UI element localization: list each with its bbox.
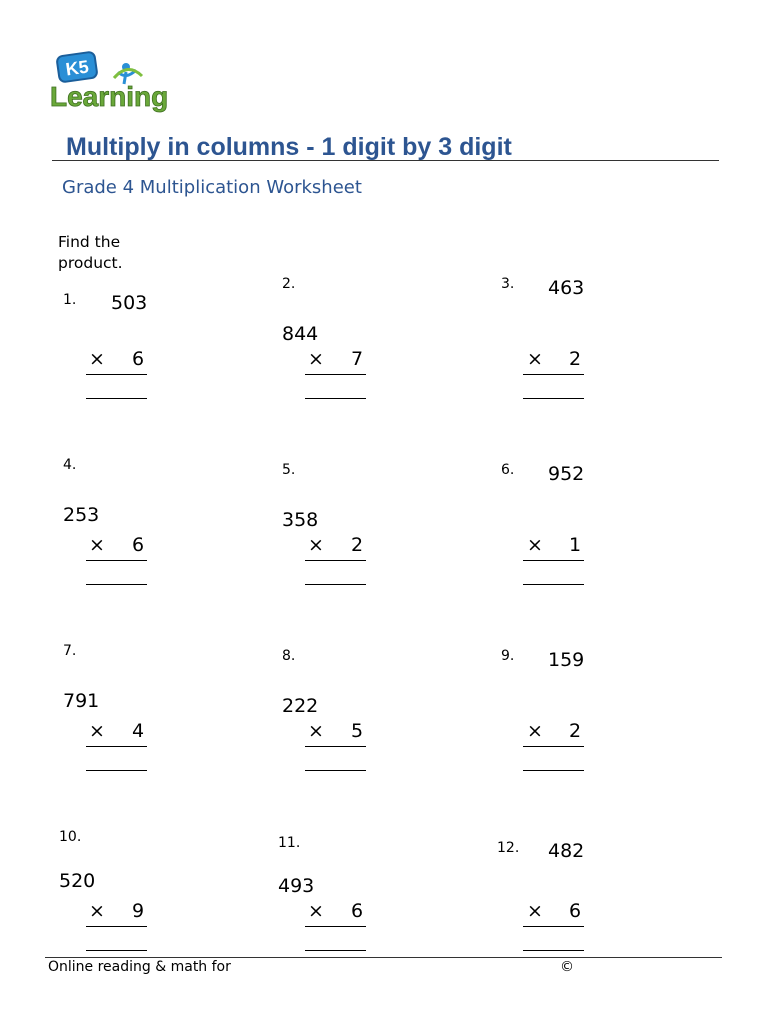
problem-2-top-number: 844 bbox=[282, 323, 319, 345]
problem-12-top-number: 482 bbox=[548, 840, 585, 862]
problem-5-top-number: 358 bbox=[282, 509, 319, 531]
page-title: Multiply in columns - 1 digit by 3 digit bbox=[66, 133, 512, 161]
problem-9-bottom-number: 2 bbox=[569, 720, 582, 742]
problem-12-number: 12. bbox=[497, 840, 520, 856]
footer-text: Online reading & math for bbox=[48, 959, 231, 975]
footer-divider bbox=[45, 957, 722, 958]
problem-11-number: 11. bbox=[278, 835, 301, 851]
problem-2-bottom-number: 7 bbox=[351, 348, 364, 370]
problem-8-number: 8. bbox=[282, 648, 296, 664]
problem-7-number: 7. bbox=[63, 643, 77, 659]
problem-2-operation-line bbox=[305, 374, 366, 375]
problem-5-operator: × bbox=[308, 534, 324, 556]
problem-9-operator: × bbox=[527, 720, 543, 742]
problem-8-operator: × bbox=[308, 720, 324, 742]
problem-12-bottom-number: 6 bbox=[569, 900, 582, 922]
page-subtitle: Grade 4 Multiplication Worksheet bbox=[62, 177, 362, 198]
problem-7-answer-line bbox=[86, 770, 147, 771]
problem-4-top-number: 253 bbox=[63, 504, 100, 526]
problem-8-operation-line bbox=[305, 746, 366, 747]
footer-copyright: © bbox=[560, 959, 574, 975]
problem-3-number: 3. bbox=[501, 276, 515, 292]
problem-2-operator: × bbox=[308, 348, 324, 370]
k5-learning-logo bbox=[48, 50, 188, 114]
problem-4-bottom-number: 6 bbox=[132, 534, 145, 556]
problem-4-answer-line bbox=[86, 584, 147, 585]
problem-7-top-number: 791 bbox=[63, 690, 100, 712]
problem-9-top-number: 159 bbox=[548, 649, 585, 671]
problem-5-operation-line bbox=[305, 560, 366, 561]
problem-6-answer-line bbox=[523, 584, 584, 585]
problem-7-bottom-number: 4 bbox=[132, 720, 145, 742]
problem-9-number: 9. bbox=[501, 648, 515, 664]
problem-10-top-number: 520 bbox=[59, 870, 96, 892]
problem-5-bottom-number: 2 bbox=[351, 534, 364, 556]
problem-3-operation-line bbox=[523, 374, 584, 375]
problem-6-number: 6. bbox=[501, 462, 515, 478]
svg-text:K5: K5 bbox=[64, 56, 90, 80]
problem-9-answer-line bbox=[523, 770, 584, 771]
problem-6-operation-line bbox=[523, 560, 584, 561]
problem-7-operation-line bbox=[86, 746, 147, 747]
problem-6-top-number: 952 bbox=[548, 463, 585, 485]
problem-3-answer-line bbox=[523, 398, 584, 399]
title-divider bbox=[52, 160, 719, 161]
problem-3-bottom-number: 2 bbox=[569, 348, 582, 370]
problem-1-operator: × bbox=[89, 348, 105, 370]
problem-3-top-number: 463 bbox=[548, 277, 585, 299]
problem-6-bottom-number: 1 bbox=[569, 534, 582, 556]
problem-8-answer-line bbox=[305, 770, 366, 771]
problem-11-top-number: 493 bbox=[278, 875, 315, 897]
problem-5-number: 5. bbox=[282, 462, 296, 478]
problem-8-bottom-number: 5 bbox=[351, 720, 364, 742]
problem-4-number: 4. bbox=[63, 457, 77, 473]
problem-1-number: 1. bbox=[63, 292, 77, 308]
problem-2-number: 2. bbox=[282, 276, 296, 292]
problem-11-answer-line bbox=[305, 950, 366, 951]
problem-6-operator: × bbox=[527, 534, 543, 556]
problem-2-answer-line bbox=[305, 398, 366, 399]
problem-10-bottom-number: 9 bbox=[132, 900, 145, 922]
problem-12-operation-line bbox=[523, 926, 584, 927]
problem-4-operator: × bbox=[89, 534, 105, 556]
instructions: Find the product. bbox=[58, 233, 123, 272]
problem-7-operator: × bbox=[89, 720, 105, 742]
problem-1-operation-line bbox=[86, 374, 147, 375]
problem-11-bottom-number: 6 bbox=[351, 900, 364, 922]
problem-9-operation-line bbox=[523, 746, 584, 747]
problem-12-answer-line bbox=[523, 950, 584, 951]
problem-1-bottom-number: 6 bbox=[132, 348, 145, 370]
problem-11-operator: × bbox=[308, 900, 324, 922]
problem-11-operation-line bbox=[305, 926, 366, 927]
problem-3-operator: × bbox=[527, 348, 543, 370]
svg-text:Learning: Learning bbox=[50, 81, 169, 112]
problem-10-operation-line bbox=[86, 926, 147, 927]
problem-5-answer-line bbox=[305, 584, 366, 585]
problem-12-operator: × bbox=[527, 900, 543, 922]
problem-1-answer-line bbox=[86, 398, 147, 399]
problem-4-operation-line bbox=[86, 560, 147, 561]
problem-10-number: 10. bbox=[59, 829, 82, 845]
problem-8-top-number: 222 bbox=[282, 695, 319, 717]
problem-1-top-number: 503 bbox=[111, 292, 148, 314]
problem-10-operator: × bbox=[89, 900, 105, 922]
problem-10-answer-line bbox=[86, 950, 147, 951]
